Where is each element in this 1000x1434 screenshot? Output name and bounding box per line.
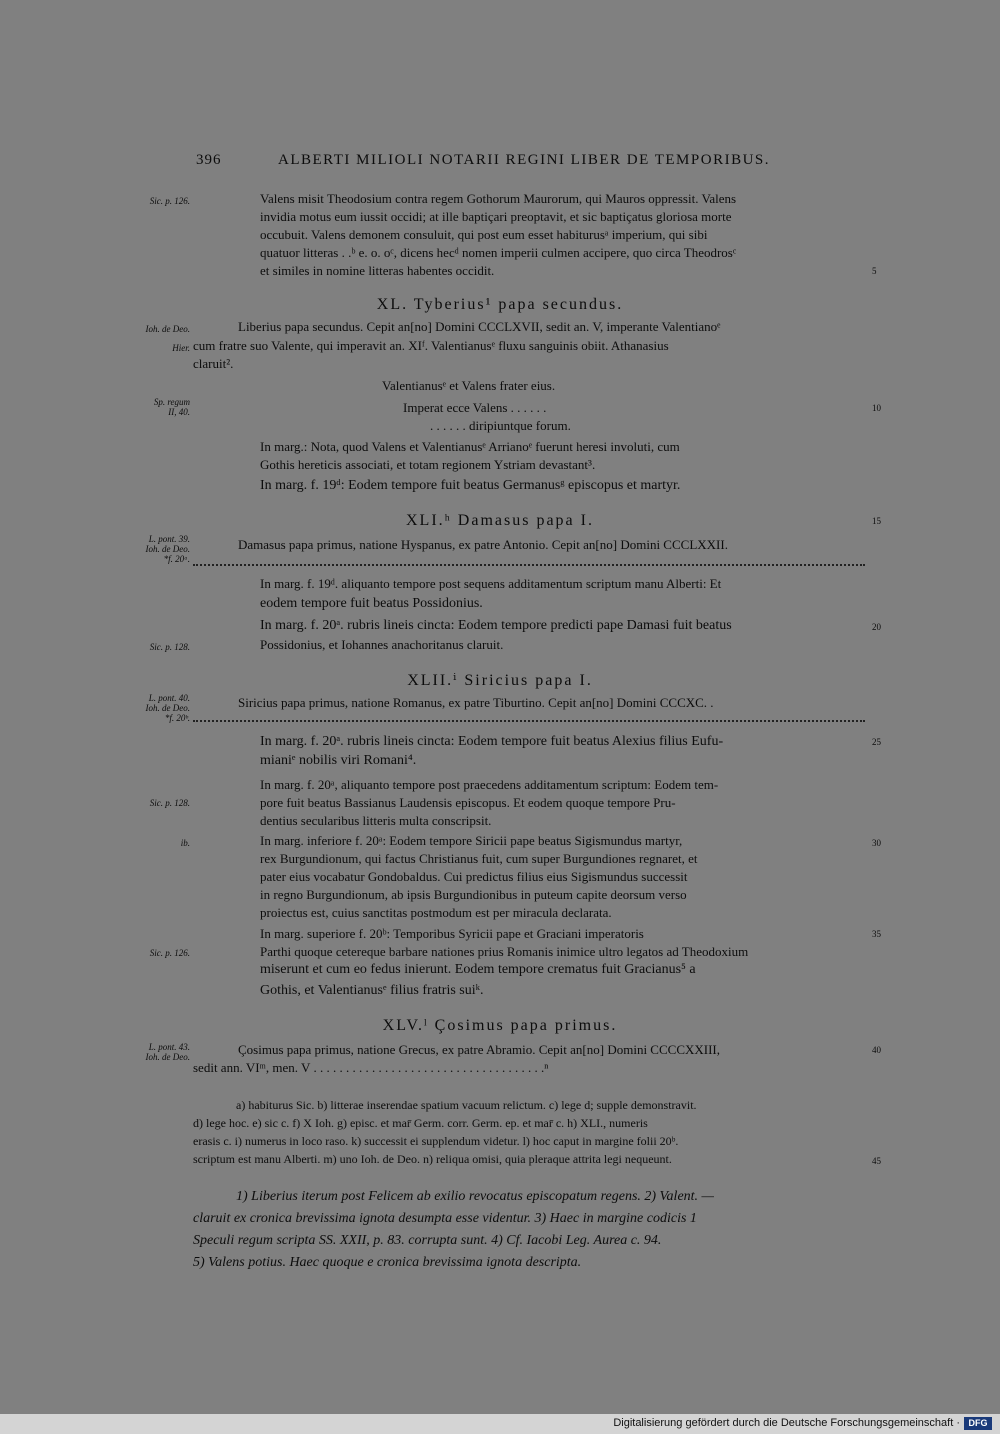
- text-line: claruit².: [193, 356, 234, 371]
- page-number: 396: [196, 152, 222, 168]
- margin-note: Sic. p. 128.: [149, 798, 190, 808]
- text-line: In marg. f. 20ᵃ. rubris lineis cincta: Eodem tempore fuit beatus Alexius filius Eufu-: [260, 734, 724, 749]
- margin-note: Sic. p. 126.: [149, 196, 190, 206]
- page-header: [0, 152, 1000, 174]
- margin-note: L. pont. 40. Ioh. de Deo. *f. 20ᵇ.: [145, 693, 190, 723]
- verse-line: . . . . . . diripiuntque forum.: [430, 418, 571, 433]
- text-line: pore fuit beatus Bassianus Laudensis episcopus. Et eodem quoque tempore Pru-: [260, 795, 676, 810]
- dotted-rule: [193, 714, 865, 722]
- text-line: Gothis, et Valentianusᵉ filius fratris suiᵏ.: [260, 983, 484, 998]
- text-line: Damasus papa primus, natione Hyspanus, ex patre Antonio. Cepit an[no] Domini CCCLXXII.: [238, 537, 728, 552]
- apparatus-line: scriptum est manu Alberti. m) uno Ioh. de Deo. n) reliqua omisi, quia pleraque attrita legi nequeunt.: [193, 1152, 672, 1166]
- text-line: rex Burgundionum, qui factus Christianus fuit, cum super Burgundiones regnaret, et: [260, 851, 698, 866]
- verse-line: Imperat ecce Valens . . . . . .: [403, 400, 547, 415]
- line-number: 5: [872, 266, 877, 276]
- chapter-heading: XLV.ˡ Çosimus papa primus.: [382, 1017, 618, 1034]
- text-line: pater eius vocabatur Gondobaldus. Cui predictus filius eius Sigismundus successit: [260, 869, 688, 884]
- margin-note: L. pont. 43. Ioh. de Deo.: [145, 1042, 190, 1062]
- margin-note: Sic. p. 126.: [149, 948, 190, 958]
- text-line: In marg.: Nota, quod Valens et Valentianusᵉ Arrianoᵉ fuerunt heresi involuti, cum: [260, 439, 680, 454]
- text-line: eodem tempore fuit beatus Possidonius.: [260, 596, 483, 611]
- apparatus-line: erasis c. i) numerus in loco raso. k) successit ei supplendum videtur. l) hoc caput in margine folii 20ᵇ.: [193, 1134, 679, 1148]
- text-line: Gothis hereticis associati, et totam regionem Ystriam devastant³.: [260, 457, 596, 472]
- text-line: In marg. f. 19ᵈ. aliquanto tempore post sequens additamentum scriptum manu Alberti: Et: [260, 576, 722, 591]
- margin-note: Sic. p. 128.: [149, 642, 190, 652]
- text-line: dentius secularibus litteris multa conscripsit.: [260, 813, 492, 828]
- text-line: In marg. f. 19ᵈ: Eodem tempore fuit beatus Germanusᵍ episcopus et martyr.: [260, 478, 681, 493]
- footnote-line: 5) Valens potius. Haec quoque e cronica brevissima ignota descripta.: [193, 1255, 582, 1270]
- margin-note: Sp. regum II, 40.: [153, 397, 190, 417]
- margin-note: Ioh. de Deo.: [145, 324, 190, 334]
- text-line: in regno Burgundionum, ab ipsis Burgundionibus in puteum capite deorsum verso: [260, 887, 687, 902]
- text-line: miserunt et cum eo fedus inierunt. Eodem tempore crematus fuit Gracianus⁵ a: [260, 962, 696, 977]
- text-line: occubuit. Valens demonem consuluit, qui post eum esset habiturusᵃ imperium, qui sibi: [260, 227, 708, 242]
- line-number: 20: [872, 622, 881, 632]
- text-line: Parthi quoque cetereque barbare nationes prius Romanis inimice ultro legatos ad Theodoxium: [260, 944, 749, 959]
- dfg-logo: DFG: [964, 1417, 992, 1430]
- text-line: et similes in nomine litteras habentes occidit.: [260, 263, 495, 278]
- line-number: 30: [872, 838, 881, 848]
- line-number: 25: [872, 737, 881, 747]
- apparatus-line: d) lege hoc. e) sic c. f) X Ioh. g) episc. et mar̄ Germ. corr. Germ. ep. et mar̄ c. h) XLI., numeris: [193, 1116, 648, 1130]
- line-number: 15: [872, 516, 881, 526]
- chapter-heading: XL. Tyberius¹ papa secundus.: [376, 296, 624, 313]
- apparatus-line: a) habiturus Sic. b) litterae inserendae spatium vacuum relictum. c) lege d; supple demonstravit.: [236, 1098, 697, 1112]
- footer-bar: [0, 1414, 1000, 1434]
- text-line: mianiᵉ nobilis viri Romani⁴.: [260, 753, 417, 768]
- margin-note: L. pont. 39. Ioh. de Deo. *f. 20ᵃ.: [145, 534, 190, 564]
- text-line: sedit ann. VIᵐ, men. V . . . . . . . . . . . . . . . . . . . . . . . . . . . . . . . . . . . .ⁿ: [193, 1060, 549, 1075]
- running-title: ALBERTI MILIOLI NOTARII REGINI LIBER DE TEMPORIBUS.: [278, 152, 771, 168]
- text-line: quatuor litteras . .ᵇ e. o. oᶜ, dicens hecᵈ nomen imperii culmen accipere, quo circa Theodrosᶜ: [260, 245, 737, 260]
- text-line: In marg. f. 20ᵃ. rubris lineis cincta: Eodem tempore predicti pape Damasi fuit beatus: [260, 618, 732, 633]
- text-line: Possidonius, et Iohannes anachoritanus claruit.: [260, 637, 504, 652]
- line-number: 10: [872, 403, 881, 413]
- dotted-rule: [193, 558, 865, 566]
- text-line: Liberius papa secundus. Cepit an[no] Domini CCCLXVII, sedit an. V, imperante Valentianoᵉ: [238, 319, 721, 334]
- line-number: 45: [872, 1156, 881, 1166]
- text-line: Siricius papa primus, natione Romanus, ex patre Tiburtino. Cepit an[no] Domini CCCXC. .: [238, 695, 714, 710]
- footnote-line: 1) Liberius iterum post Felicem ab exilio revocatus episcopatum regens. 2) Valent. —: [236, 1189, 714, 1204]
- margin-note: Hier.: [172, 343, 190, 353]
- chapter-heading: XLII.ⁱ Siricius papa I.: [407, 672, 593, 689]
- text-line: Çosimus papa primus, natione Grecus, ex patre Abramio. Cepit an[no] Domini CCCCXXIII,: [238, 1042, 721, 1057]
- text-line: invidia motus eum iussit occidi; at ille baptiçari preoptavit, et sic baptiçatus gloriosa morte: [260, 209, 732, 224]
- line-number: 35: [872, 929, 881, 939]
- line-number: 40: [872, 1045, 881, 1055]
- text-line: In marg. inferiore f. 20ᵃ: Eodem tempore Siricii pape beatus Sigismundus martyr,: [260, 833, 683, 848]
- text-line: cum fratre suo Valente, qui imperavit an. XIᶠ. Valentianusᵉ fluxu sanguinis obiit. Athanasius: [193, 338, 669, 353]
- text-line: In marg. superiore f. 20ᵇ: Temporibus Syricii pape et Graciani imperatoris: [260, 926, 644, 941]
- chapter-heading: XLI.ʰ Damasus papa I.: [406, 512, 594, 529]
- text-line: Valens misit Theodosium contra regem Gothorum Maurorum, qui Mauros oppressit. Valens: [260, 191, 737, 206]
- text-line: proiectus est, cuius sanctitas postmodum est per miracula declarata.: [260, 905, 612, 920]
- footnote-line: Speculi regum scripta SS. XXII, p. 83. corrupta sunt. 4) Cf. Iacobi Leg. Aurea c. 94.: [193, 1233, 662, 1248]
- verse-title: Valentianusᵉ et Valens frater eius.: [382, 378, 556, 393]
- text-line: In marg. f. 20ᵃ, aliquanto tempore post praecedens additamentum scriptum: Eodem tem-: [260, 777, 719, 792]
- footer-credit: Digitalisierung gefördert durch die Deutsche Forschungsgemeinschaft ·: [613, 1417, 960, 1429]
- margin-note: ib.: [180, 838, 190, 848]
- footnote-line: claruit ex cronica brevissima ignota desumpta esse videntur. 3) Haec in margine codicis 1: [193, 1211, 697, 1226]
